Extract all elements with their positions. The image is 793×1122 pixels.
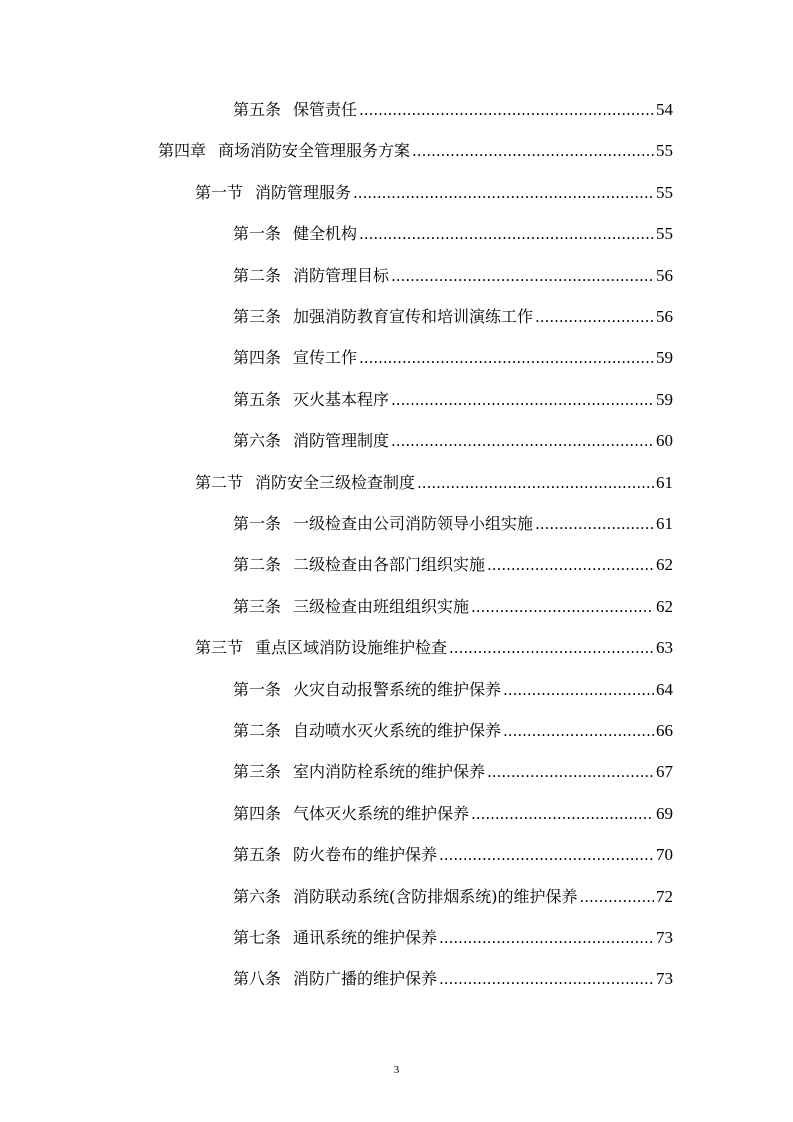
toc-entry-page: 55 <box>656 183 673 202</box>
toc-entry-number: 第一条 <box>233 680 282 699</box>
toc-entry[interactable] <box>233 924 673 952</box>
toc-entry-title: 三级检查由班组组织实施 <box>293 597 470 616</box>
toc-entry[interactable] <box>233 551 673 579</box>
toc-entry-number: 第四章 <box>158 141 207 160</box>
toc-entry[interactable] <box>233 717 673 745</box>
toc-entry-page: 59 <box>656 390 673 409</box>
toc-entry-title: 商场消防安全管理服务方案 <box>218 141 411 160</box>
dot-leader <box>471 800 654 828</box>
toc-entry-number: 第二节 <box>195 473 244 492</box>
toc-entry-number: 第一条 <box>233 224 282 243</box>
dot-leader <box>412 137 654 165</box>
toc-entry[interactable] <box>233 593 673 621</box>
toc-entry-page: 60 <box>656 431 673 450</box>
toc-entry-page: 62 <box>656 597 673 616</box>
toc-entry[interactable] <box>233 344 673 372</box>
dot-leader <box>471 593 654 621</box>
toc-entry[interactable] <box>233 841 673 869</box>
toc-entry-title: 消防联动系统(含防排烟系统)的维护保养 <box>293 887 578 906</box>
dot-leader <box>359 344 654 372</box>
dot-leader <box>439 924 654 952</box>
toc-entry-number: 第四条 <box>233 348 282 367</box>
toc-entry-page: 55 <box>656 141 673 160</box>
toc-entry[interactable] <box>233 303 673 331</box>
toc-entry-title: 健全机构 <box>293 224 358 243</box>
toc-entry[interactable] <box>158 137 673 165</box>
dot-leader <box>417 469 654 497</box>
toc-entry-title: 宣传工作 <box>293 348 358 367</box>
toc-entry-number: 第四条 <box>233 804 282 823</box>
dot-leader <box>487 758 654 786</box>
toc-entry-title: 一级检查由公司消防领导小组实施 <box>293 514 534 533</box>
toc-entry-page: 59 <box>656 348 673 367</box>
toc-entry-number: 第五条 <box>233 390 282 409</box>
toc-entry-number: 第六条 <box>233 887 282 906</box>
toc-entry-title: 自动喷水灭火系统的维护保养 <box>293 721 502 740</box>
toc-entry-page: 56 <box>656 266 673 285</box>
toc-entry-page: 63 <box>656 638 673 657</box>
toc-entry-number: 第七条 <box>233 928 282 947</box>
toc-entry-number: 第二条 <box>233 555 282 574</box>
toc-entry[interactable] <box>233 96 673 124</box>
dot-leader <box>580 883 654 911</box>
toc-entry-number: 第五条 <box>233 100 282 119</box>
toc-entry-page: 70 <box>656 845 673 864</box>
toc-entry[interactable] <box>233 758 673 786</box>
dot-leader <box>353 179 654 207</box>
toc-entry[interactable] <box>233 220 673 248</box>
toc-entry-title: 消防广播的维护保养 <box>293 969 438 988</box>
dot-leader <box>439 841 654 869</box>
toc-entry[interactable] <box>195 179 673 207</box>
toc-entry-title: 二级检查由各部门组织实施 <box>293 555 486 574</box>
dot-leader <box>439 965 654 993</box>
toc-entry[interactable] <box>233 676 673 704</box>
toc-entry-page: 66 <box>656 721 673 740</box>
toc-entry-number: 第三条 <box>233 762 282 781</box>
dot-leader <box>449 634 654 662</box>
dot-leader <box>535 510 654 538</box>
toc-entry-page: 73 <box>656 928 673 947</box>
dot-leader <box>503 676 654 704</box>
toc-entry[interactable] <box>233 965 673 993</box>
toc-entry-title: 通讯系统的维护保养 <box>293 928 438 947</box>
toc-entry[interactable] <box>233 883 673 911</box>
toc-entry-title: 消防管理服务 <box>255 183 352 202</box>
toc-entry-number: 第八条 <box>233 969 282 988</box>
toc-entry-number: 第一条 <box>233 514 282 533</box>
toc-entry-number: 第三节 <box>195 638 244 657</box>
toc-entry-page: 61 <box>656 473 673 492</box>
toc-entry-title: 消防安全三级检查制度 <box>255 473 416 492</box>
toc-entry-page: 55 <box>656 224 673 243</box>
toc-entry[interactable] <box>233 510 673 538</box>
toc-entry-title: 气体灭火系统的维护保养 <box>293 804 470 823</box>
dot-leader <box>487 551 654 579</box>
toc-entry-page: 56 <box>656 307 673 326</box>
toc-entry-page: 73 <box>656 969 673 988</box>
dot-leader <box>535 303 654 331</box>
toc-entry-title: 室内消防栓系统的维护保养 <box>293 762 486 781</box>
toc-entry[interactable] <box>195 469 673 497</box>
toc-entry-title: 保管责任 <box>293 100 358 119</box>
toc-entry[interactable] <box>233 386 673 414</box>
toc-entry-number: 第一节 <box>195 183 244 202</box>
toc-entry[interactable] <box>233 262 673 290</box>
toc-entry[interactable] <box>233 427 673 455</box>
toc-entry-number: 第三条 <box>233 307 282 326</box>
toc-entry-page: 62 <box>656 555 673 574</box>
dot-leader <box>359 96 654 124</box>
toc-entry-title: 灭火基本程序 <box>293 390 390 409</box>
toc-entry-number: 第六条 <box>233 431 282 450</box>
page-number: 3 <box>393 1064 400 1076</box>
toc-entry-page: 72 <box>656 887 673 906</box>
toc-entry-page: 54 <box>656 100 673 119</box>
toc-entry[interactable] <box>195 634 673 662</box>
toc-entry-number: 第五条 <box>233 845 282 864</box>
toc-entry-title: 防火卷布的维护保养 <box>293 845 438 864</box>
toc-entry-page: 67 <box>656 762 673 781</box>
toc-entry-title: 重点区域消防设施维护检查 <box>255 638 448 657</box>
toc-entry-number: 第二条 <box>233 721 282 740</box>
toc-entry-title: 消防管理目标 <box>293 266 390 285</box>
dot-leader <box>391 427 654 455</box>
toc-entry-title: 火灾自动报警系统的维护保养 <box>293 680 502 699</box>
dot-leader <box>391 386 654 414</box>
dot-leader <box>359 220 654 248</box>
dot-leader <box>391 262 654 290</box>
toc-entry-number: 第三条 <box>233 597 282 616</box>
toc-entry-page: 61 <box>656 514 673 533</box>
toc-entry-page: 64 <box>656 680 673 699</box>
toc-entry-title: 加强消防教育宣传和培训演练工作 <box>293 307 534 326</box>
toc-entry-number: 第二条 <box>233 266 282 285</box>
toc-entry-title: 消防管理制度 <box>293 431 390 450</box>
toc-entry[interactable] <box>233 800 673 828</box>
dot-leader <box>503 717 654 745</box>
toc-entry-page: 69 <box>656 804 673 823</box>
